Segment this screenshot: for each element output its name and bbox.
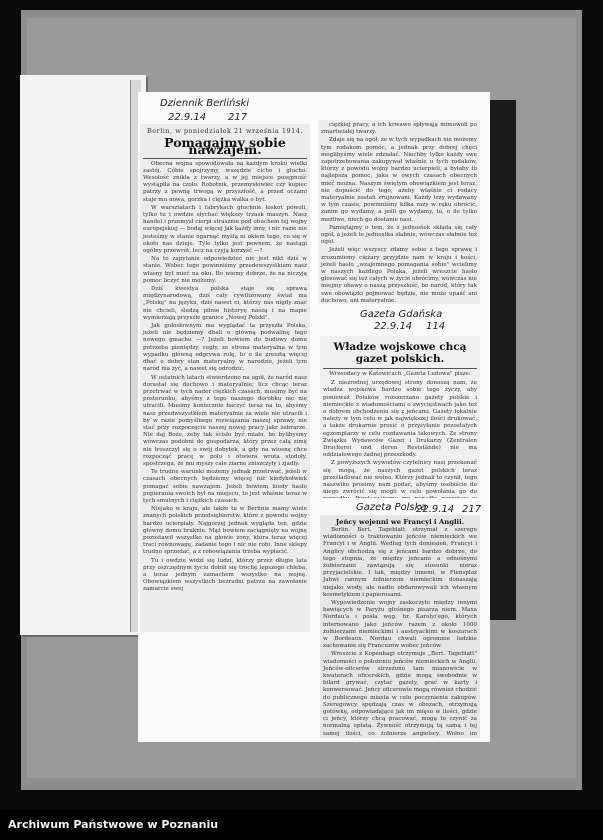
article-paragraph: Pamiętajmy o tem, że z jednostek składa się cały ogół, a jeżeli te jednostka słabnie, wówczas słabnie też ogół.	[321, 224, 477, 246]
left-blank-sheet	[20, 75, 146, 635]
article-jency	[320, 515, 480, 738]
archive-name: Archiwum Państwowe w Poznaniu	[8, 818, 219, 831]
article-paragraph: ciężkiej pracy, a ich krwawo spływają mimowoli po zmartwiałej twarzy.	[321, 122, 477, 136]
article-paragraph: Dziś kwestya polska staje się sprawą międzynarodową, dziś cały cywilizowany świat ma „Polskę" na języku, dziś nawet ci, którzy nas nigdy znać nie chcieli, śledzą pilnie historyę naszą i na mapie wymierzają przyszłe granice „Nowej Polski".	[143, 286, 307, 321]
article-column-2	[318, 120, 480, 304]
article-paragraph: Niejako w kraju, ale także tu w Berlinie mamy wiele znanych polskich przedsiębiorstw, które z powodu wojny bardzo ucierpiały. Najgorzej jednak wygląda ten, gdzie główny domu braknie. Mąż bowiem zaciągnięty na wojnę pozostawił wszystko na głowie żony, która teraz więcej traci równowagę, zadanie tego i nic nie robi. Inne sklepy trudno sprzedać, a z robowiązania trzeba wypłacić.	[143, 506, 307, 556]
handwritten-date-1: 22.9.14	[168, 112, 207, 123]
article-title-jency: Jeńcy wojenni we Francyi i Anglii.	[335, 518, 465, 526]
article-column-1	[140, 124, 310, 632]
article-title-wladze: Władze wojskowe chcą gazet polskich.	[333, 341, 467, 365]
article-paragraph: Wypowiedzenie wojny zaskoczyło między innymi bawiących w Paryżu głośnego pisarza niem. Maxa Nordau'a i posła węg. hr. Karolyi'ego, których internowano jako jeńców razem z około 1000 żołnierzami niemieckimi i austryackimi w koszarach w Bordeaux. Nordau chwali ogromnie ludzkie zachowanie się Francuzów wobec jeńców.	[323, 600, 477, 650]
article-paragraph: Na to zapytanie odpowiedzieć nie jest nikt dziś w stanie. Wobec tego powinniśmy przedewszystkiem nasz własny byt mieć na oku. Bo wiemy dobrze, że na niczyją pomoc liczyć nie możemy.	[143, 256, 307, 284]
handwritten-number-1: 217	[228, 112, 248, 123]
article-paragraph: Wreszcie z Kopenhagi otrzymuje „Bert. Tageblatt" wiadomości o położeniu jeńców niemieckich w Anglii. Jeńców-oficerów strzeżono tam mianowicie w kwaterach oficerskich, gdzie mogą swobodnie w bilard grywać, czytać gazety, grać w karty i konwersować. Jeńcy oficerowie mogą również chodzić do publicznego miasta w celu poczynienia zakupów. Szeregowcy spędzają czas w obozach, otrzymują gotówkę, odpowiadające jak im mięso w ilości, gdzie ci jeńcy, którzy chcą pracować, mogą to czynić za normalną opłatą. Żywność otrzymują tą samą i tej samej ilości, co żołnierze angielscy. Wolno im	[323, 651, 477, 737]
article-paragraph: Obecna wojna spowodowała na każdym kroku wielki zastój. Cóbie spojrzymy, wszędzie cicho i głucho. Wesołość znikła z twarzy, a w jej miejsce posępność wystąpiła na czoło. Robotnik, przemysłowiec czy kupiec patrzy z pewną trwogą w przyszłość, a przed oczami staje mu nowa, gorzka i ciężka walka o byt.	[143, 160, 307, 203]
handwritten-source-3: Gazeta Polska	[356, 502, 427, 513]
handwritten-date-2: 22.9.14	[374, 321, 413, 332]
article-paragraph: Jak gołosłownym ma wyglądać ta przyszła Polska, jeżeli nie będziemy dbali o główną podwalinę tego nowego gmachu —? Jeżeli bowiem do budowy domu potrzeba pieniędzy, cegły, ze strona materyalna w tym wypadku główną odgrywa rolę, to o ile zresztą więcej dbać o dobry stan materyalny w narodzie, jeżeli tym naród ma żyć, a nawet się odrodzić.	[143, 323, 307, 373]
article-paragraph: Z niezrodnej urzędowej strony donoszą nam, że władza wojskowa bardzo sobie tego życzy, aby ponieważ Polaków rozszerzano gazety polskie i niemieckie z wiadomościami o zwycięstwach jako też o dobrem obchodzeniu się z jeńcami. Gazety lokalnie należy w tym celu w jak największej ilości drukować, a także drukarnie prosić o przysyłanie pozostałych egzemplarzy w celu rozdawania takowych. Ze strony Związku Wydawców Gazet i Drukarzy (Zentralen Druckerei und deren Reststände) nie ma oddziałowego żadnej przeszkody.	[323, 380, 477, 459]
article-body-col2	[321, 122, 477, 304]
article-wladze	[320, 336, 480, 498]
divider	[323, 368, 477, 369]
article-paragraph: Tu i owdzie widzi się ludzi, którzy przez długie lata przy oszczędnym życiu dobili się trochę lepszego chleba, a teraz jednym zamachem wszystko na wojnę. Obowiązkiem wszystkich bezradni patrza na zawołanie zamarcie swej	[143, 557, 307, 593]
article-title-pomagajmy: Pomagajmy sobie nawzajem.	[164, 135, 286, 158]
article-body-jency	[323, 527, 477, 738]
divider	[143, 158, 307, 159]
article-paragraph: Berlin. Bert. Tageblatt otrzymał z szeregu wiadomości o traktowaniu jeńców niemieckich we Francyi i w Anglii. Według tych doniesień, Francyi i Anglicy obchodzą się z jeńcami bardzo dobrze, do tego stopnia, że między jeńcami a odnośnymi żołnierzami zawiązują się stosunki nieraz przyjacielskie. I tak, między innemi, w Flensplaz Jahwi rannym żołnierzom niemieckim donaszają niejako wody, ale nadto obdarowywali ich własnym kosmetykiem i papierosami.	[323, 527, 477, 598]
article-paragraph: Z powyższych wywodów czytelnicy nasi przekonać się mogą, że naszych gazet polskich teraz prześladować nie wolno. Którzy jednak to czynił, tego naszwiko prosimy nam podać, abyśmy osobiście do niego zwrócić się mogli w celu powołania go do	[323, 460, 477, 496]
article-body-col1	[143, 161, 307, 594]
handwritten-number-2: 114	[426, 321, 446, 332]
dark-strip	[490, 100, 516, 620]
handwritten-number-3: 217	[462, 504, 482, 515]
handwritten-source-1: Dziennik Berliński	[160, 98, 250, 109]
article-paragraph: W warsztatach i fabrykach głuchnie łoskot powoli, tylko tu i owdzie słychać większy trzask maszyn. Nasz handel i przemysł cierpi strasznie pod obuchem tej wojny europejskiej — bodaj więcej jak każdy inny, i nic razie nie jesteśmy w stanie ogarnąć myślą ni okiem tego, co się w około nas dzieje. Tyle tylko jest pewnem, że nastągi ogólny przewrót, lecz na czyją korzyść —?	[143, 204, 307, 255]
article-paragraph: W ostatnich latach stwierdzono na ogół, że naród nasz dorastał się duchowo i materyalnie; licz chcąc teraz przetrwać w tych nader ciężkich czasach, musimy być na posterunku, abyśmy z tego naszego dorobku nic nie utracili. Musimy koniecznie baczyć teraz na to, abyśmy nasz przedwszystkiem materyalnie za wiele nie utracili i by w razie pomyślnego rozwiązania naszej sprawy, nie stać przy rozpoczęciu naszej nowej pracy jakr żebrarze. Nie daj Boże, żeby tak ścisło być miało, bo bylibyśmy wówczas podobni do gospodarza, który przez całą zimę nie troszczył się o swój dobytek, a gdy na wiosnę chce rozpocząć pracę w polu i otwiera wrota stodoły, spostrzega, że mu myszy całe ziarno zniszczyły i zjadły.	[143, 374, 307, 467]
article-body-wladze	[323, 380, 477, 498]
article-dateline: Berlin, w poniedziałek 21 września 1914.	[147, 127, 303, 135]
article-paragraph: Zdaje się na ogół, że w tych wypadkach nie możemy tym rodakom pomóc, a jednak przy dobrej chęci moglibyśmy wiele zdziałać. Niechby tylko każdy swe zapotrzebowania zakupywał właśnie u tych rodaków, którzy z powodu wojny bardzo ucierpieli, a byłaby to najlepsza pomoc, jaka w owych czasach obecnych mieć można. Naszym świętym obowiązkiem jest teraz, nie dopuścić do tego, ażeby właśnie ci rodacy materyalnie zostali zrujnowani. Każdy trzy wydawany w tym czasie, powinniśmy kilka razy w ręku obrócić, zanim go wydamy, a jeśli go wydamy, to, o ile tylko możliwe, niech go dostanie nasi.	[321, 137, 477, 223]
handwritten-source-2: Gazeta Gdańska	[360, 309, 443, 320]
handwritten-date-3: 22.9.14	[416, 504, 455, 515]
article-paragraph: Jeżeli więc wszyscy zdamy sobie z tego sprawę i zrozumiemy ciężary przyjdzie nam w kraju i kości, jeżeli hasło „wzajemnego pomagania sobie" wcielimy w naszych każdego Polaka, jeżeli wreszcie hasło głosować się też całych w życie obrócimy, wówczas nie miejmy obawy o naszą przyszłość, bo naród, który tak swe obowiązki pojmować będzie, nie może upaść ani duchowo, ani materyalnie.	[321, 247, 477, 304]
article-paragraph: Te trudne warunki możemy jednak przetrwać, jeżeli w czasach obecnych będziemy więcej niż kiedykolwiek pomagać sobie nawzajem. Jeżeli bowiem kiedy hasło popierania swoich był na miejscu, to jest właśnie teraz w tych smutnych i ciężkich czasach.	[143, 469, 307, 504]
article-subhead: Wrzeodacy w Katowicach „Gazeta Ludowa" pisze:	[329, 371, 471, 377]
